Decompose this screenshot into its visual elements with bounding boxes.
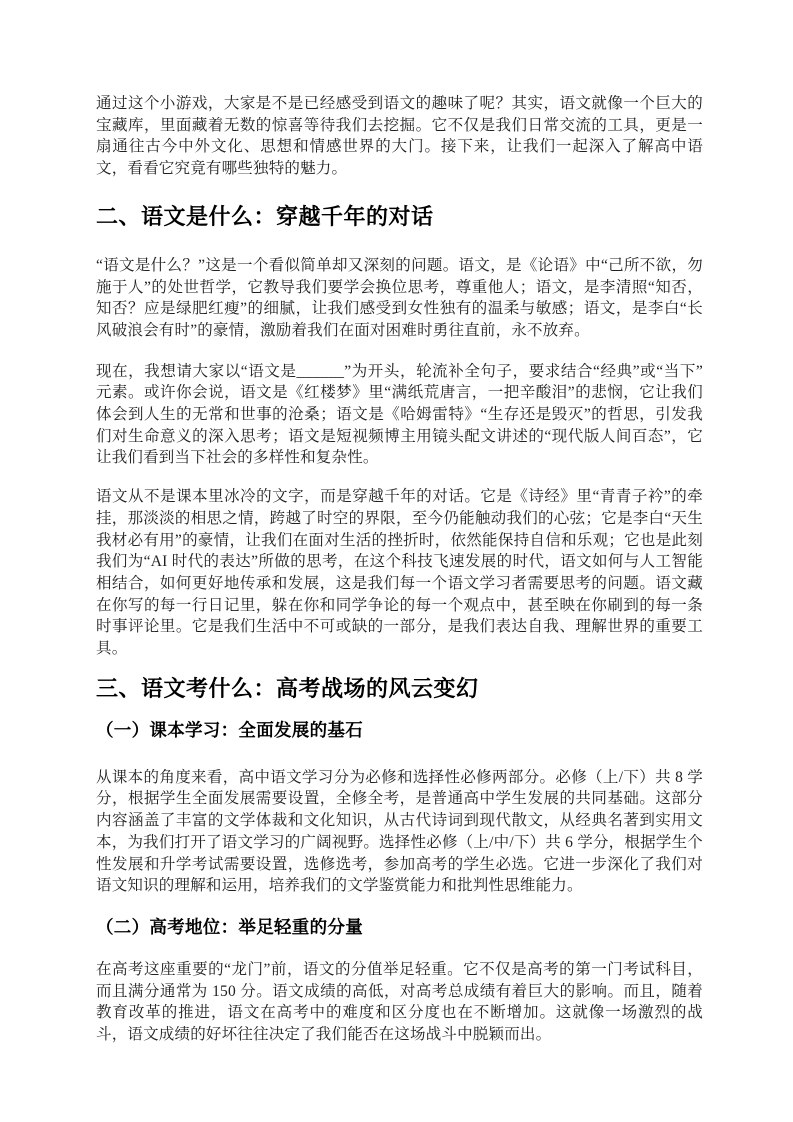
section-2-paragraph-2: 现在，我想请大家以“语文是______”为开头，轮流补全句子，要求结合“经典”或“当下”元素。或许你会说，语文是《红楼梦》里“满纸荒唐言，一把辛酸泪”的悲悯，它让我们体会到人生的无常和世事的沧桑；语文是《哈姆雷特》“生存还是毁灭”的哲思，引发我们对生命意义的深入思考；语文是短视频博主用镜头配文讲述的“现代版人间百态”，它让我们看到当下社会的多样性和复杂性。 xyxy=(96,362,703,467)
section-3-sub-1-heading: （一）课本学习：全面发展的基石 xyxy=(96,719,363,740)
section-2-paragraph-1: “语文是什么？”这是一个看似简单却又深刻的问题。语文，是《论语》中“己所不欲，勿施于人”的处世哲学，它教导我们要学会换位思考，尊重他人；语文，是李清照“知否，知否？应是绿肥红瘦”的细腻，让我们感受到女性独有的温柔与敏感；语文，是李白“长风破浪会有时”的豪情，激励着我们在面对困难时勇往直前，永不放弃。 xyxy=(96,256,703,339)
section-3-heading: 三、语文考什么：高考战场的风云变幻 xyxy=(96,675,479,701)
section-2-heading: 二、语文是什么：穿越千年的对话 xyxy=(96,203,434,229)
intro-paragraph: 通过这个小游戏，大家是不是已经感受到语文的趣味了呢？其实，语文就像一个巨大的宝藏库，里面藏着无数的惊喜等待我们去挖掘。它不仅是我们日常交流的工具，更是一扇通往古今中外文化、思想和情感世界的大门。接下来，让我们一起深入了解高中语文，看看它究竟有哪些独特的魅力。 xyxy=(96,95,703,178)
section-3-sub-2-heading: （二）高考地位：举足轻重的分量 xyxy=(96,916,363,937)
section-2-paragraph-3: 语文从不是课本里冰冷的文字，而是穿越千年的对话。它是《诗经》里“青青子衿”的牵挂，那淡淡的相思之情，跨越了时空的界限，至今仍能触动我们的心弦；它是李白“天生我材必有用”的豪情，让我们在面对生活的挫折时，依然能保持自信和乐观；它也是此刻我们为“AI 时代的表达”所做的思考，在这个科技飞速发展的时代，语文如何与人工智能相结合，如何更好地传承和发展，这是我们每一个语文学习者需要思考的问题。语文藏在你写的每一行日记里，躲在你和同学争论的每一个观点中，甚至映在你刷到的每一条时事评论里。它是我们生活中不可或缺的一部分，是我们表达自我、理解世界的重要工具。 xyxy=(96,488,703,658)
section-3-sub-1-paragraph: 从课本的角度来看，高中语文学习分为必修和选择性必修两部分。必修（上/下）共 8 学分，根据学生全面发展需要设置，全修全考，是普通高中学生发展的共同基础。这部分内容涵盖了丰富的文学体裁和文化知识，从古代诗词到现代散文，从经典名著到实用文本，为我们打开了语文学习的广阔视野。选择性必修（上/中/下）共 6 学分，根据学生个性发展和升学考试需要设置，选修选考，参加高考的学生必选。它进一步深化了我们对语文知识的理解和运用，培养我们的文学鉴赏能力和批判性思维能力。 xyxy=(96,768,703,895)
section-3-sub-2-paragraph: 在高考这座重要的“龙门”前，语文的分值举足轻重。它不仅是高考的第一门考试科目，而且满分通常为 150 分。语文成绩的高低，对高考总成绩有着巨大的影响。而且，随着教育改革的推进，语文在高考中的难度和区分度也在不断增加。这就像一场激烈的战斗，语文成绩的好坏往往决定了我们能否在这场战斗中脱颖而出。 xyxy=(96,960,703,1044)
